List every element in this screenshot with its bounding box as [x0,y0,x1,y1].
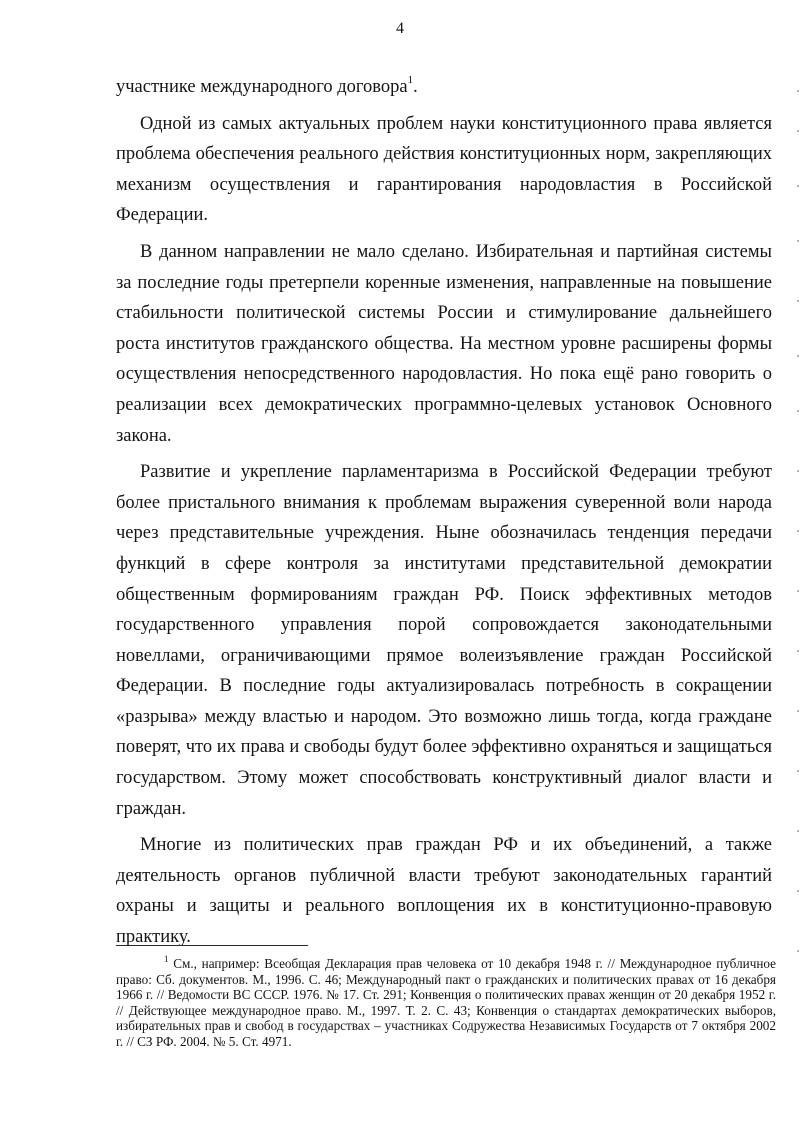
paragraph-text: участнике международного договора [116,77,408,97]
main-text [116,72,772,953]
paragraph: Многие из политических прав граждан РФ и их объединений, а также деятельность органов публичной власти требуют законодательных гарантий охраны и защиты и реального воплощения их в конституционно-правовую практику. [116,835,772,948]
paragraph: Одной из самых актуальных проблем науки конституционного права является проблема обеспечения реального действия конституционных норм, закрепляющих механизм осуществления и гарантирования народовластия в Российской Федерации. [116,113,772,226]
sentence-end: . [413,77,418,97]
scan-edge-artifact [796,90,800,1130]
footnote-marker: 1 [164,953,169,964]
footnote [116,953,777,1050]
paragraph: Развитие и укрепление парламентаризма в Российской Федерации требуют более пристального внимания к проблемам выражения суверенной воли народа через представительные учреждения. Ныне обозначилась тенденция передачи функций в сфере контроля за институтами представительной демократии общественным формированиям граждан РФ. Поиск эффективных методов государственного управления порой сопровождается законодательными новеллами, ограничивающими прямое волеизъявление граждан Российской Федерации. В последние годы актуализировалась потребность в сокращении «разрыва» между властью и народом. Это возможно лишь тогда, когда граждане поверят, что их права и свободы будут более эффективно охраняться и защищаться государством. Этому может способствовать конструктивный диалог власти и граждан. [116,462,772,819]
footnote-separator [116,945,308,946]
footnote-text: См., например: Всеобщая Декларация прав человека от 10 декабря 1948 г. // Международное публичное право: Сб. документов. М., 1996. С. 46; Международный пакт о гражданских и политических правах от 16 декабря 1966 г. // Ведомости ВС СССР. 1976. № 17. Ст. 291; Конвенция о политических правах женщин от 20 декабря 1952 г. // Действующее международное право. М., 1997. Т. 2. С. 43; Конвенция о стандартах демократических выборов, избирательных прав и свобод в государствах – участниках Содружества Независимых Государств от 7 октября 2002 г. // СЗ РФ. 2004. № 5. Ст. 4971. [116,956,777,1049]
footnote-reference[interactable]: 1 [407,73,414,86]
page-number: 4 [396,20,404,37]
paragraph: В данном направлении не мало сделано. Избирательная и партийная системы за последние годы претерпели коренные изменения, направленные на повышение стабильности политической системы России и стимулирование дальнейшего роста институтов гражданского общества. На местном уровне расширены формы осуществления непосредственного народовластия. Но пока ещё рано говорить о реализации всех демократических программно-целевых установок Основного закона. [116,241,772,446]
paragraph-continuation [116,72,772,103]
